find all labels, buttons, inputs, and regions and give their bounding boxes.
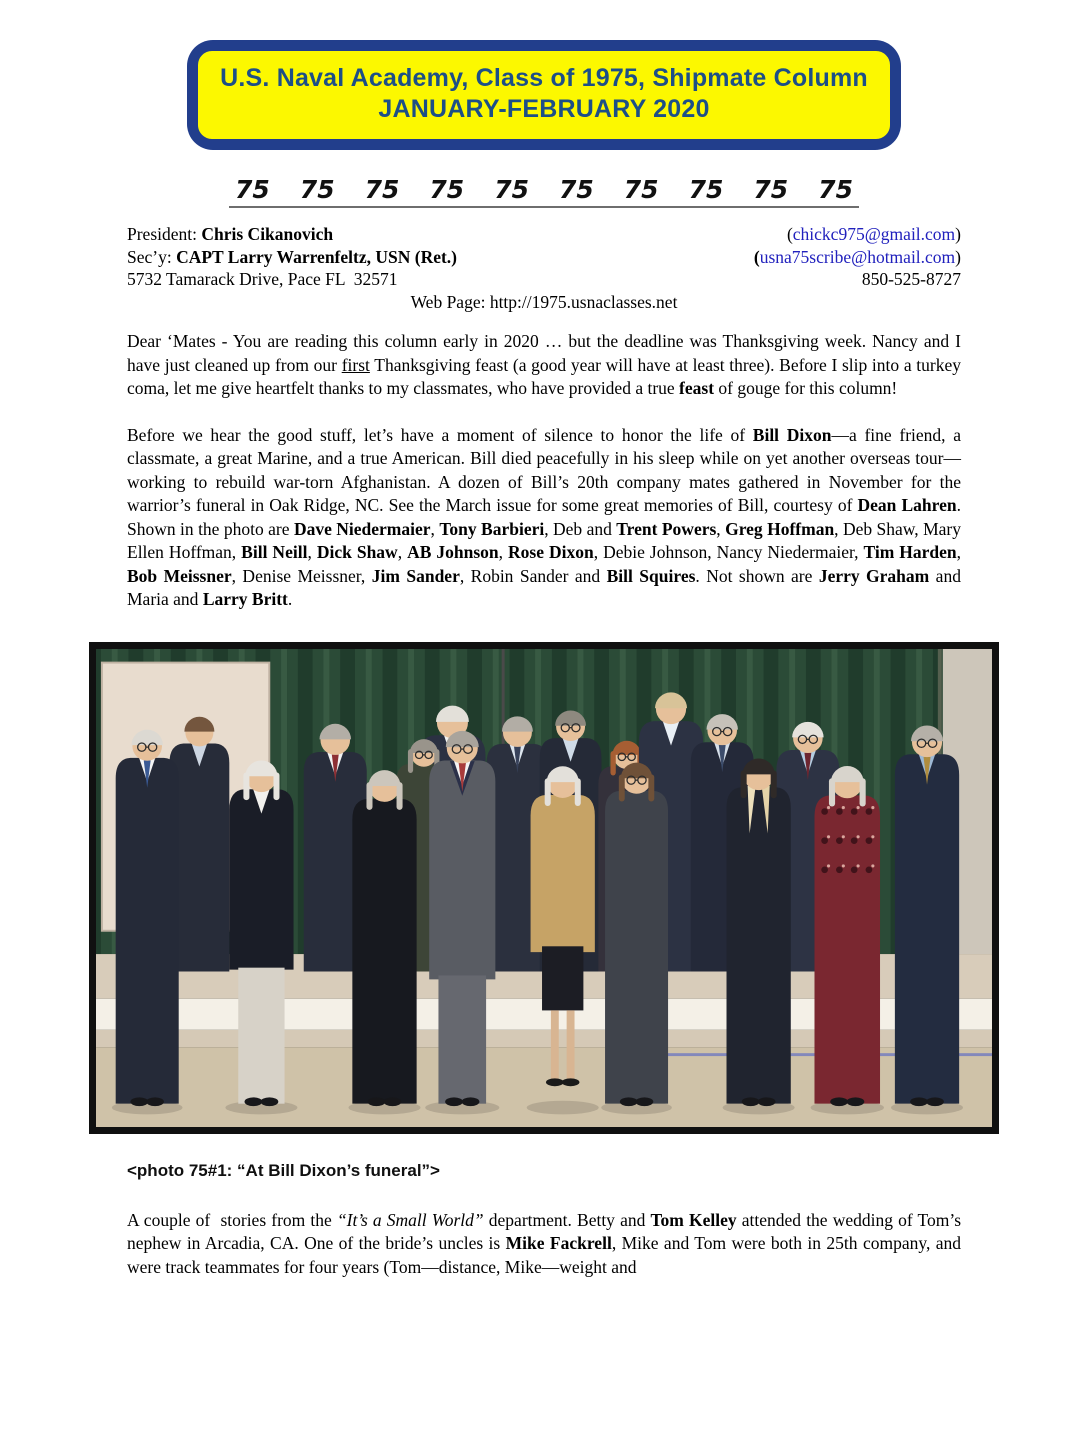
secretary-row <box>127 246 961 269</box>
group-photo-illustration <box>96 649 992 1127</box>
president-email-wrap <box>787 223 961 246</box>
class-75-mark: 75 <box>818 175 853 204</box>
president-row <box>127 223 961 246</box>
paren-open: ( <box>753 246 760 267</box>
text-run: . Not shown are <box>695 565 819 586</box>
text-run: A couple of stories from the <box>127 1209 337 1230</box>
text-run: Tony Barbieri <box>439 518 545 539</box>
paragraph-intro <box>127 330 966 401</box>
text-run: “It’s a Small World” <box>336 1209 484 1230</box>
class-75-mark: 75 <box>299 175 335 204</box>
text-run: Bob Meissner <box>127 565 232 586</box>
text-run: Dean Lahren <box>857 495 957 515</box>
text-run: department. Betty and <box>483 1209 651 1230</box>
text-run: Dave Niedermaier <box>293 518 431 539</box>
text-run: Trent Powers <box>616 518 717 539</box>
president-email-link[interactable]: chickc975@gmail.com <box>792 224 956 244</box>
text-run: —a fine friend, a classmate, a great Marine, and a true American. Bill died peacefully in his sleep while on yet another overseas tour—working to rebuild war-torn Afghanistan. A dozen of Bill’s 20th company mates gathered in November for the warrior’s funeral in Oak Ridge, NC. See the March issue for some great memories of Bill, courtesy of <box>127 424 966 515</box>
text-run: , <box>397 542 408 562</box>
banner-title-line1: U.S. Naval Academy, Class of 1975, Shipmate Column <box>220 64 868 92</box>
text-run: Before we hear the good stuff, let’s have a moment of silence to honor the life of <box>127 424 753 445</box>
class-75-mark: 75 <box>429 175 465 204</box>
webpage-row <box>127 291 961 314</box>
webpage-text: Web Page: http://1975.usnaclasses.net <box>410 291 678 312</box>
text-run: Tim Harden <box>863 542 957 562</box>
text-run: Thanksgiving feast (a good year will have at least three). Before I slip into a turkey coma, let me give heartfelt thanks to my classmates, who have provided a true <box>127 354 966 398</box>
text-run: , <box>307 542 317 562</box>
text-run: , <box>956 542 966 562</box>
text-run: of gouge for this column! <box>714 378 898 398</box>
text-run: , Debie Johnson, Nancy Niedermaier, <box>593 542 864 562</box>
text-run: , Deb Shaw, Mary Ellen Hoffman, <box>127 518 966 562</box>
photo-caption: <photo 75#1: “At Bill Dixon’s funeral”> <box>127 1160 440 1180</box>
text-run: , Robin Sander and <box>459 565 607 586</box>
class-75-logo-row <box>229 176 859 208</box>
text-run: , Denise Meissner, <box>231 565 372 586</box>
text-run: Jim Sander <box>371 565 460 586</box>
address-row <box>127 268 961 291</box>
phone-number: 850-525-8727 <box>861 269 961 289</box>
text-run: , Mike and Tom were both in 25th company, and were track teammates for four years (Tom—distance, Mike—weight and <box>127 1233 966 1277</box>
president-name: Chris Cikanovich <box>201 224 334 244</box>
paren-open: ( <box>786 224 793 244</box>
text-run: AB Johnson <box>407 542 499 562</box>
text-run: feast <box>679 378 715 398</box>
title-banner-inner <box>196 49 892 141</box>
text-run: first <box>341 354 370 375</box>
president-label: President: <box>127 224 202 244</box>
text-run: Bill Squires <box>606 565 696 586</box>
president-line <box>127 223 333 246</box>
text-run: Tom Kelley <box>650 1209 737 1230</box>
class-75-mark: 75 <box>688 175 724 204</box>
text-run: Larry Britt <box>202 589 288 609</box>
text-run: Bill Neill <box>241 542 308 562</box>
class-75-mark: 75 <box>235 175 270 204</box>
class-75-mark: 75 <box>623 175 659 204</box>
text-run: Mike Fackrell <box>505 1233 612 1253</box>
address-text: 5732 Tamarack Drive, Pace FL 32571 <box>127 269 398 289</box>
text-run: Dear ‘Mates - You are reading this column early in 2020 … but the deadline was Thanksgiving week. Nancy and I have just cleaned up from our <box>127 331 966 375</box>
class-75-mark: 75 <box>753 175 789 204</box>
text-run: Bill Dixon <box>752 424 832 445</box>
text-run: Rose Dixon <box>508 542 594 562</box>
paren-close: ) <box>955 246 961 267</box>
paragraph-bill-dixon <box>127 424 966 612</box>
text-run: . Shown in the photo are <box>127 495 966 539</box>
text-run: Jerry Graham <box>818 565 930 586</box>
paren-close: ) <box>955 224 961 244</box>
group-photo <box>89 642 999 1134</box>
secretary-email-link[interactable]: usna75scribe@hotmail.com <box>759 246 956 267</box>
title-banner <box>187 40 901 150</box>
text-run: Greg Hoffman <box>725 518 835 539</box>
text-run: , <box>716 518 726 539</box>
secretary-label: Sec’y: <box>127 246 177 267</box>
text-run: attended the wedding of Tom’s nephew in Arcadia, CA. One of the bride’s uncles is <box>127 1209 966 1253</box>
contact-block <box>127 223 961 313</box>
class-75-mark: 75 <box>494 175 529 204</box>
paragraph-small-world <box>127 1209 966 1280</box>
text-run: , <box>498 542 509 562</box>
class-75-mark: 75 <box>558 175 594 204</box>
class-75-mark: 75 <box>364 175 400 204</box>
text-run: . <box>287 589 293 609</box>
text-run: , Deb and <box>544 518 617 539</box>
banner-title-line2: JANUARY-FEBRUARY 2020 <box>378 95 710 123</box>
secretary-name: CAPT Larry Warrenfeltz, USN (Ret.) <box>176 246 458 267</box>
secretary-email-wrap <box>754 246 961 269</box>
text-run: Dick Shaw <box>316 542 398 562</box>
secretary-line <box>127 246 457 269</box>
text-run: , <box>430 518 440 539</box>
text-run: and Maria and <box>127 565 966 609</box>
